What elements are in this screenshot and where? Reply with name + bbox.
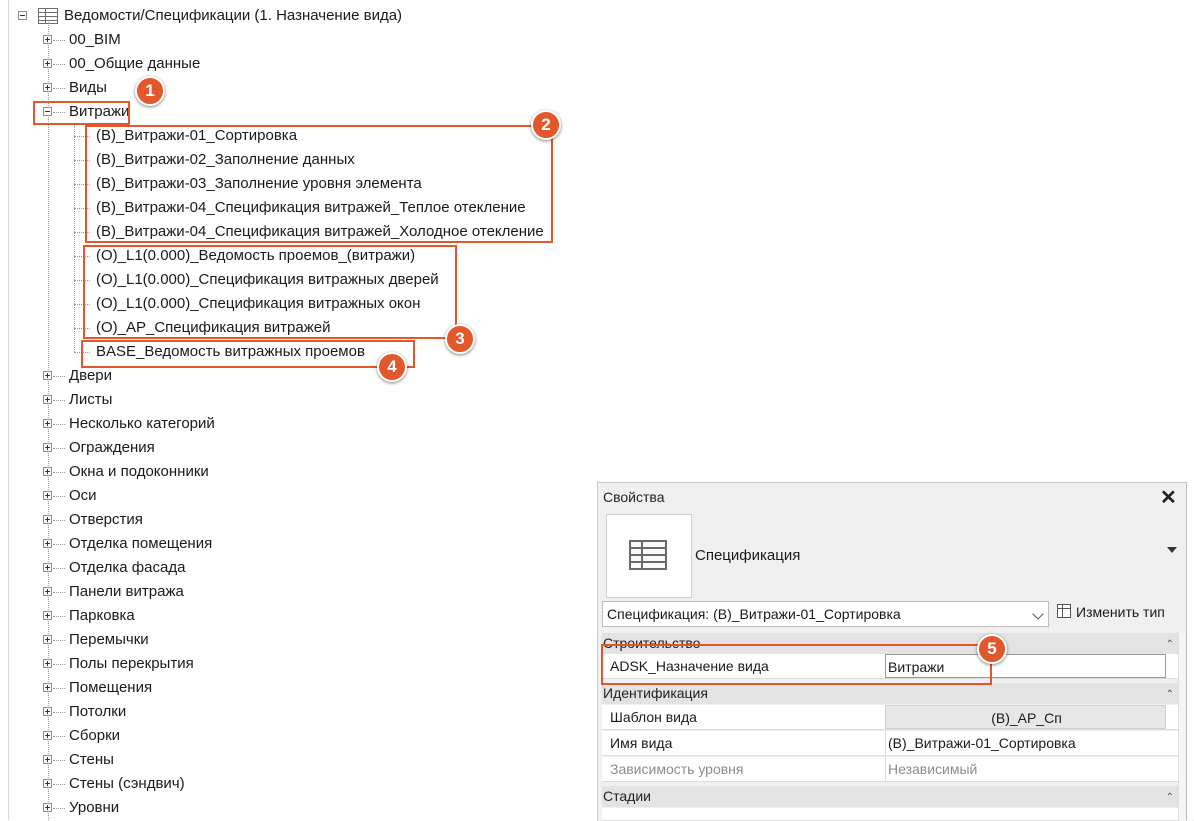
property-row-partial [602,808,1178,821]
schedule-view-item[interactable]: (О)_АР_Спецификация витражей [96,319,331,336]
tree-item[interactable]: Полы перекрытия [69,655,194,672]
type-family-name: Спецификация [695,547,801,564]
dropdown-arrow-icon[interactable] [1167,547,1177,553]
tree-connector [53,616,65,617]
tree-item[interactable]: Отделка фасада [69,559,186,576]
highlight-box-3 [83,245,457,339]
expand-toggle[interactable] [43,563,52,572]
schedule-view-item[interactable]: (О)_L1(0.000)_Спецификация витражных окон [96,295,421,312]
tree-connector [53,376,65,377]
schedule-view-item[interactable]: (В)_Витражи-04_Спецификация витражей_Холодное отекление [96,223,544,240]
tree-connector [53,88,65,89]
tree-item[interactable]: Уровни [69,799,120,816]
type-preview [606,514,692,598]
tree-connector [53,760,65,761]
schedule-view-item[interactable]: (В)_Витражи-03_Заполнение уровня элемента [96,175,422,192]
tree-item[interactable]: Стены [69,751,114,768]
tree-item[interactable]: Оси [69,487,97,504]
tree-item[interactable]: Панели витража [69,583,184,600]
view-name-field[interactable]: (В)_Витражи-01_Сортировка [885,731,1166,755]
tree-connector [53,808,65,809]
expand-toggle[interactable] [43,539,52,548]
tree-item[interactable]: 00_BIM [69,31,121,48]
step-badge-2: 2 [531,110,561,140]
tree-connector [53,400,65,401]
tree-item[interactable]: Окна и подоконники [69,463,209,480]
tree-item[interactable]: Ограждения [69,439,155,456]
expand-toggle[interactable] [43,779,52,788]
expand-toggle[interactable] [43,83,52,92]
tree-item[interactable]: Потолки [69,703,127,720]
schedule-view-item[interactable]: (В)_Витражи-02_Заполнение данных [96,151,355,168]
expand-toggle[interactable] [43,395,52,404]
tree-guide-line [74,124,75,352]
expand-toggle[interactable] [43,635,52,644]
tree-connector [53,424,65,425]
property-row-template [602,705,1178,730]
expand-toggle[interactable] [43,587,52,596]
tree-connector [53,448,65,449]
type-selector-dropdown[interactable] [602,601,1049,627]
tree-connector [53,664,65,665]
expand-toggle[interactable] [43,467,52,476]
edit-type-button[interactable] [1057,604,1165,620]
edit-type-label: Изменить тип [1076,604,1165,620]
view-template-button[interactable]: (В)_АР_Сп [885,705,1166,729]
properties-panel [597,482,1194,821]
property-label: Зависимость уровня [610,761,744,777]
panel-edge [8,0,9,820]
highlight-box-5 [601,644,992,685]
schedule-view-item[interactable]: (О)_L1(0.000)_Спецификация витражных дверей [96,271,439,288]
property-label: ADSK_Назначение вида [610,658,769,674]
expand-toggle[interactable] [43,419,52,428]
properties-title: Свойства [603,489,665,505]
tree-connector [53,640,65,641]
tree-item[interactable]: Отделка помещения [69,535,213,552]
collapse-caret-icon[interactable]: ⌃ [1165,639,1174,650]
schedule-view-item[interactable]: BASE_Ведомость витражных проемов [96,343,365,360]
category-stages[interactable] [602,786,1178,807]
collapse-caret-icon[interactable]: ⌃ [1165,792,1174,803]
schedule-icon [629,540,667,570]
property-row-level-dependency [602,757,1178,782]
tree-item[interactable]: Несколько категорий [69,415,215,432]
tree-connector [53,520,65,521]
tree-item-vitrazhi[interactable]: Витражи [69,103,130,120]
tree-connector [53,40,65,41]
tree-item[interactable]: Помещения [69,679,153,696]
tree-connector [53,688,65,689]
expand-toggle[interactable] [43,707,52,716]
tree-connector [53,568,65,569]
category-label: Стадии [603,788,651,804]
tree-connector [53,472,65,473]
chevron-down-icon [1032,608,1043,619]
expand-toggle[interactable] [43,371,52,380]
tree-connector [53,64,65,65]
expand-toggle[interactable] [43,59,52,68]
property-row-view-name [602,731,1178,756]
tree-item[interactable]: Сборки [69,727,121,744]
tree-connector [53,784,65,785]
tree-root-label[interactable]: Ведомости/Спецификации (1. Назначение вида) [64,7,403,24]
schedule-view-item[interactable]: (О)_L1(0.000)_Ведомость проемов_(витражи) [96,247,416,264]
expand-toggle[interactable] [43,491,52,500]
highlight-box-1 [33,101,130,125]
property-value-input[interactable]: Витражи [885,654,1166,678]
tree-connector [53,592,65,593]
tree-item[interactable]: Виды [69,79,107,96]
expand-toggle[interactable] [43,755,52,764]
expand-toggle[interactable] [43,731,52,740]
step-badge-3: 3 [445,324,475,354]
category-identification[interactable] [602,683,1178,704]
tree-connector [53,544,65,545]
expand-toggle[interactable] [43,803,52,812]
schedule-view-item[interactable]: (В)_Витражи-01_Сортировка [96,127,298,144]
expand-toggle[interactable] [43,35,52,44]
collapse-toggle-root[interactable] [18,11,27,20]
step-badge-4: 4 [377,352,407,382]
adjacent-panel-edge [1186,482,1194,820]
step-badge-1: 1 [135,76,165,106]
tree-item[interactable]: Двери [69,367,113,384]
edit-type-icon [1057,604,1071,618]
expand-toggle[interactable] [43,515,52,524]
property-value-readonly: Независимый [885,757,1166,781]
step-badge-5: 5 [977,634,1007,664]
category-label: Идентификация [603,685,708,701]
schedule-view-item[interactable]: (В)_Витражи-04_Спецификация витражей_Теплое отекление [96,199,526,216]
tree-item[interactable]: Перемычки [69,631,149,648]
expand-toggle[interactable] [43,443,52,452]
tree-item[interactable]: Листы [69,391,113,408]
type-selector-value: Спецификация: (В)_Витражи-01_Сортировка [607,606,901,622]
highlight-box-2 [85,125,553,243]
expand-toggle[interactable] [43,611,52,620]
tree-connector [53,496,65,497]
tree-item[interactable]: Отверстия [69,511,143,528]
highlight-box-4 [81,340,415,368]
tree-item[interactable]: Стены (сэндвич) [69,775,185,792]
property-label: Шаблон вида [610,709,697,725]
expand-toggle[interactable] [43,683,52,692]
close-icon[interactable]: ✕ [1160,487,1177,509]
property-label: Имя вида [610,735,673,751]
tree-item[interactable]: 00_Общие данные [69,55,201,72]
category-label: Строительство [603,635,701,651]
tree-connector [53,712,65,713]
tree-connector [53,736,65,737]
collapse-caret-icon[interactable]: ⌃ [1165,689,1174,700]
tree-item[interactable]: Парковка [69,607,135,624]
expand-toggle[interactable] [43,659,52,668]
